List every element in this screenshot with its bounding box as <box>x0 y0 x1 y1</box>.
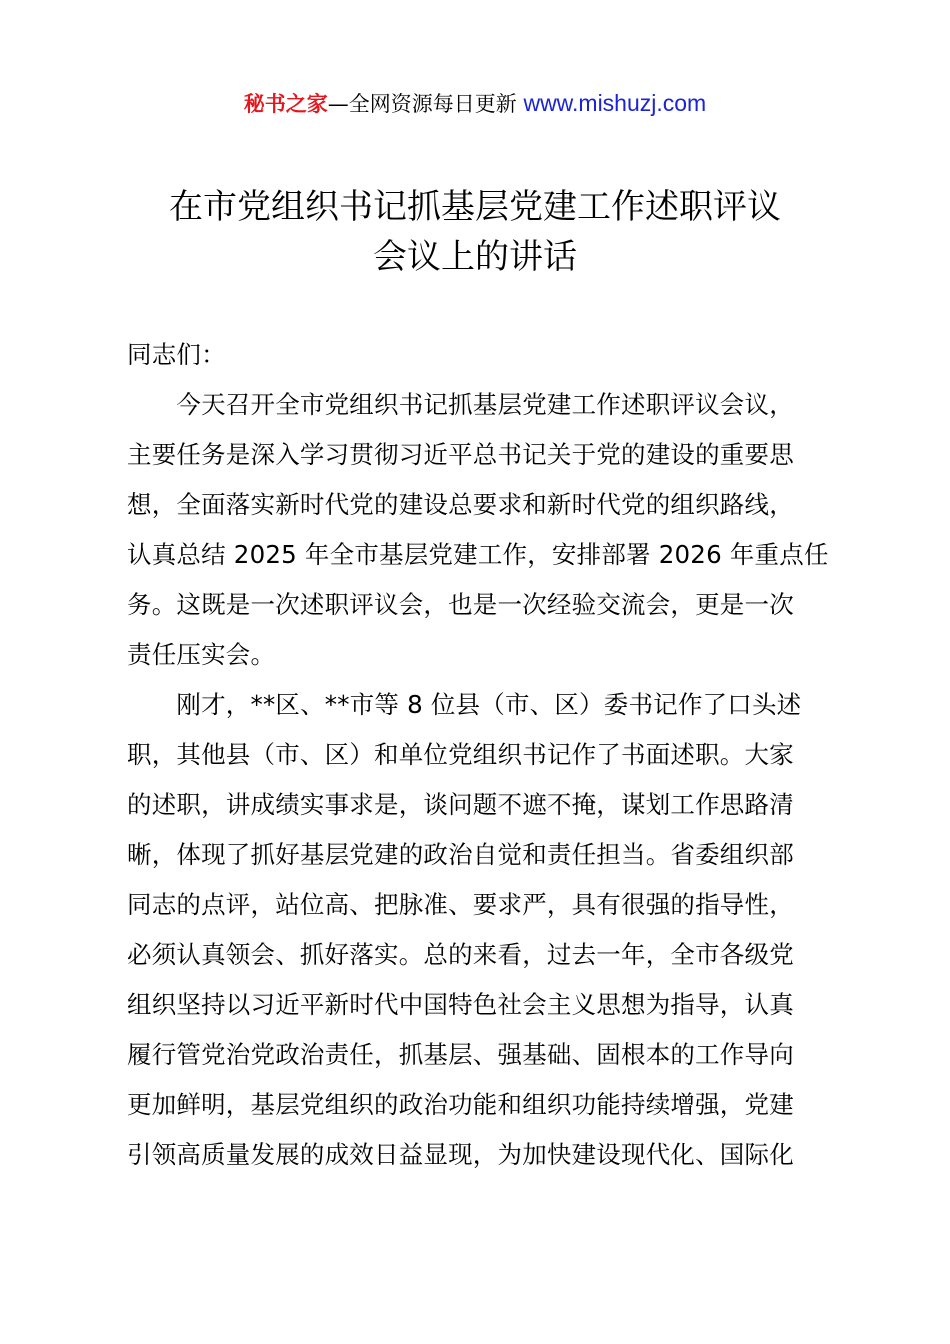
body-text-line: 今天召开全市党组织书记抓基层党建工作述职评议会议， <box>127 390 794 419</box>
body-text-line: 刚才，**区、**市等 8 位县（市、区）委书记作了口头述 <box>127 690 802 719</box>
title-line: 在市党组织书记抓基层党建工作述职评议 <box>169 187 781 227</box>
body-text-line: 主要任务是深入学习贯彻习近平总书记关于党的建设的重要思 <box>127 440 794 469</box>
header-tagline: —全网资源每日更新 <box>327 92 524 116</box>
body-text-line: 必须认真领会、抓好落实。总的来看，过去一年，全市各级党 <box>127 940 794 969</box>
body-text-line: 务。这既是一次述职评议会，也是一次经验交流会，更是一次 <box>127 590 794 619</box>
body-text-line: 职，其他县（市、区）和单位党组织书记作了书面述职。大家 <box>127 740 794 769</box>
site-url-link[interactable]: www.mishuzj.com <box>523 90 707 116</box>
body-text-line: 履行管党治党政治责任，抓基层、强基础、固根本的工作导向 <box>127 1040 794 1069</box>
body-text-line: 组织坚持以习近平新时代中国特色社会主义思想为指导，认真 <box>127 990 794 1019</box>
body-text-line: 的述职，讲成绩实事求是，谈问题不遮不掩，谋划工作思路清 <box>127 790 794 819</box>
body-text-line: 引领高质量发展的成效日益显现，为加快建设现代化、国际化 <box>127 1140 794 1169</box>
brand-name: 秘书之家 <box>243 92 328 116</box>
body-text-line: 同志们： <box>127 340 226 369</box>
body-text-line: 晰，体现了抓好基层党建的政治自觉和责任担当。省委组织部 <box>127 840 794 869</box>
body-text-line: 责任压实会。 <box>127 640 276 669</box>
body-text-line: 同志的点评，站位高、把脉准、要求严，具有很强的指导性， <box>127 890 794 919</box>
body-text-line: 更加鲜明，基层党组织的政治功能和组织功能持续增强，党建 <box>127 1090 794 1119</box>
body-text-line: 想，全面落实新时代党的建设总要求和新时代党的组织路线， <box>127 490 794 519</box>
site-header <box>0 88 950 118</box>
title-line: 会议上的讲话 <box>373 237 577 277</box>
document-title <box>0 182 950 282</box>
body-text-line: 认真总结 2025 年全市基层党建工作，安排部署 2026 年重点任 <box>127 540 829 569</box>
document-body <box>127 330 837 1180</box>
